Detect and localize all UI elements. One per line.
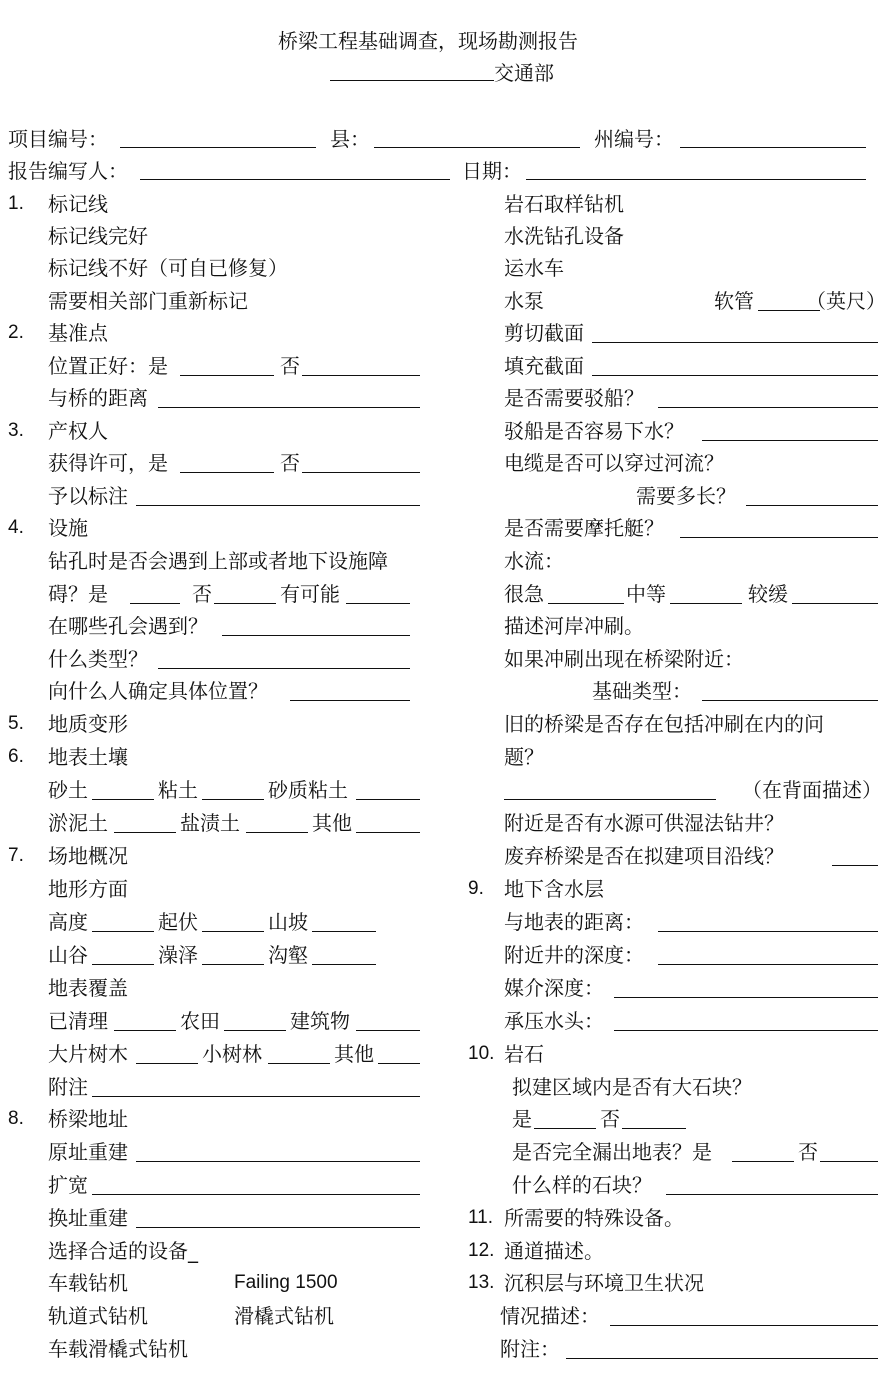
undulation-label: 起伏 (158, 910, 198, 934)
barge-need-field[interactable] (658, 407, 878, 408)
grove-label: 小树林 (202, 1042, 262, 1066)
flow-label: 水流： (504, 549, 564, 573)
abandoned-bridge-field[interactable] (832, 865, 878, 866)
back-describe-label: （在背面描述） (742, 778, 882, 802)
section-7-title: 场地概况 (48, 844, 128, 868)
well-depth-field[interactable] (658, 964, 878, 965)
author-label: 报告编写人： (8, 159, 128, 183)
state-no-field[interactable] (680, 147, 866, 148)
relocate-label: 换址重建 (48, 1206, 128, 1230)
section-8-number: 8. (8, 1108, 24, 1129)
buildings-label: 建筑物 (290, 1009, 350, 1033)
benchmark-no-label: 否 (280, 354, 300, 378)
water-source-label: 附近是否有水源可供湿法钻井？ (504, 811, 784, 835)
facilities-maybe-field[interactable] (346, 603, 410, 604)
motorboat-field[interactable] (680, 537, 878, 538)
silt-field[interactable] (114, 832, 176, 833)
cable-length-field[interactable] (746, 505, 878, 506)
department-blank[interactable] (330, 80, 494, 81)
benchmark-position-label: 位置正好：是 (48, 354, 168, 378)
section-4-number: 4. (8, 517, 24, 538)
hose-unit-label: （英尺） (806, 289, 886, 313)
boulders-label: 拟建区域内是否有大石块？ (512, 1075, 752, 1099)
section-1-number: 1. (8, 193, 24, 214)
silt-label: 淤泥土 (48, 811, 108, 835)
benchmark-no-field[interactable] (302, 375, 420, 376)
county-field[interactable] (374, 147, 580, 148)
section-12-number: 12. (468, 1240, 495, 1261)
slope-field[interactable] (312, 931, 376, 932)
date-label: 日期： (462, 159, 522, 183)
boulders-no-label: 否 (600, 1107, 620, 1131)
flow-slow-label: 较缓 (748, 582, 788, 606)
old-bridge-label: 旧的桥梁是否存在包括冲刷在内的问 (504, 712, 824, 736)
abandoned-bridge-label: 废弃桥梁是否在拟建项目沿线？ (504, 844, 784, 868)
saline-label: 盐渍土 (180, 811, 240, 835)
section-3-number: 3. (8, 420, 24, 441)
water-truck-label: 运水车 (504, 256, 564, 280)
sandy-clay-label: 砂质粘土 (268, 778, 348, 802)
swamp-label: 澡泽 (158, 943, 198, 967)
marking-remark: 需要相关部门重新标记 (48, 289, 248, 313)
permission-no-label: 否 (280, 451, 300, 475)
section-8-title: 桥梁地址 (48, 1107, 128, 1131)
undulation-field[interactable] (202, 931, 264, 932)
fill-section-label: 填充截面 (504, 354, 584, 378)
section-6-title: 地表土壤 (48, 745, 128, 769)
farmland-label: 农田 (180, 1009, 220, 1033)
motorboat-label: 是否需要摩托艇？ (504, 516, 664, 540)
section-7-number: 7. (8, 845, 24, 866)
cable-label: 电缆是否可以穿过河流？ (504, 451, 724, 475)
rebuild-field[interactable] (136, 1161, 420, 1162)
facilities-question: 钻孔时是否会遇到上部或者地下设施障 (48, 549, 388, 573)
boulders-no-field[interactable] (622, 1128, 686, 1129)
medium-depth-label: 媒介深度： (504, 976, 604, 1000)
section-4-title: 设施 (48, 516, 88, 540)
date-field[interactable] (526, 179, 866, 180)
form-title: 桥梁工程基础调查，现场勘测报告 (278, 29, 578, 53)
flow-slow-field[interactable] (792, 603, 878, 604)
well-depth-label: 附近井的深度： (504, 943, 644, 967)
exposed-no-field[interactable] (820, 1161, 878, 1162)
surface-cover-label: 地表覆盖 (48, 976, 128, 1000)
hose-label: 软管 (714, 289, 754, 313)
boulders-yes-label: 是 (512, 1107, 532, 1131)
sediment-note-field[interactable] (566, 1358, 878, 1359)
scour-near-label: 如果冲刷出现在桥梁附近： (504, 647, 744, 671)
equipment-label: 选择合适的设备_ (48, 1239, 198, 1263)
relocate-field[interactable] (136, 1227, 420, 1228)
foundation-type-label: 基础类型： (592, 679, 692, 703)
section-11-number: 11. (468, 1207, 494, 1228)
old-bridge-label-cont: 题？ (504, 745, 544, 769)
boulders-yes-field[interactable] (534, 1128, 596, 1129)
project-no-field[interactable] (120, 147, 316, 148)
gully-field[interactable] (312, 964, 376, 965)
county-label: 县： (330, 127, 370, 151)
scour-label: 描述河岸冲刷。 (504, 614, 644, 638)
section-2-title: 基准点 (48, 321, 108, 345)
gully-label: 沟壑 (268, 943, 308, 967)
soil-other-field[interactable] (356, 832, 420, 833)
section-11-title: 所需要的特殊设备。 (504, 1206, 684, 1230)
sand-label: 砂土 (48, 778, 88, 802)
locate-contact-label: 向什么人确定具体位置？ (48, 679, 268, 703)
sediment-desc-label: 情况描述： (500, 1304, 600, 1328)
clay-field[interactable] (202, 799, 264, 800)
facility-type-label: 什么类型？ (48, 647, 148, 671)
grove-field[interactable] (268, 1063, 330, 1064)
facilities-yes-label: 碍？是 (48, 582, 108, 606)
woods-label: 大片树木 (48, 1042, 128, 1066)
aquifer-distance-label: 与地表的距离： (504, 910, 644, 934)
cleared-label: 已清理 (48, 1009, 108, 1033)
barge-launch-label: 驳船是否容易下水？ (504, 419, 684, 443)
failing-rig-label: Failing 1500 (234, 1272, 338, 1293)
sand-field[interactable] (92, 799, 154, 800)
bridge-distance-field[interactable] (158, 407, 420, 408)
foundation-type-field[interactable] (702, 700, 878, 701)
section-10-title: 岩石 (504, 1042, 544, 1066)
woods-field[interactable] (136, 1063, 198, 1064)
marking-bad: 标记线不好（可自已修复） (48, 256, 288, 280)
cut-section-label: 剪切截面 (504, 321, 584, 345)
section-5-number: 5. (8, 713, 24, 734)
rock-kind-label: 什么样的石块？ (512, 1173, 652, 1197)
truck-rig-label: 车载钻机 (48, 1271, 128, 1295)
saline-field[interactable] (246, 832, 308, 833)
section-12-title: 通道描述。 (504, 1239, 604, 1263)
track-rig-label: 轨道式钻机 (48, 1304, 148, 1328)
flow-fast-field[interactable] (548, 603, 624, 604)
artesian-head-field[interactable] (614, 1030, 878, 1031)
cover-other-label: 其他 (334, 1042, 374, 1066)
section-9-title: 地下含水层 (504, 877, 604, 901)
sediment-note-label: 附注： (500, 1337, 560, 1361)
facilities-no-label: 否 (192, 582, 212, 606)
department-suffix: 交通部 (494, 61, 554, 85)
facility-type-field[interactable] (158, 668, 410, 669)
permission-yes-field[interactable] (180, 472, 274, 473)
rock-coring-label: 岩石取样钻机 (504, 192, 624, 216)
cover-other-field[interactable] (378, 1063, 420, 1064)
medium-depth-field[interactable] (614, 997, 878, 998)
slope-label: 山坡 (268, 910, 308, 934)
wash-boring-label: 水洗钻孔设备 (504, 224, 624, 248)
annotate-label: 予以标注 (48, 484, 128, 508)
sandy-clay-field[interactable] (356, 799, 420, 800)
buildings-field[interactable] (356, 1030, 420, 1031)
which-holes-label: 在哪些孔会遇到？ (48, 614, 208, 638)
flow-medium-field[interactable] (670, 603, 742, 604)
section-13-number: 13. (468, 1272, 495, 1293)
swamp-field[interactable] (202, 964, 264, 965)
widen-field[interactable] (92, 1194, 420, 1195)
flow-medium-label: 中等 (626, 582, 666, 606)
soil-other-label: 其他 (312, 811, 352, 835)
flow-fast-label: 很急 (504, 582, 544, 606)
section-3-title: 产权人 (48, 419, 108, 443)
rebuild-label: 原址重建 (48, 1140, 128, 1164)
barge-launch-field[interactable] (702, 440, 878, 441)
pump-label: 水泵 (504, 289, 544, 313)
permission-no-field[interactable] (302, 472, 420, 473)
state-no-label: 州编号： (594, 127, 674, 151)
exposed-no-label: 否 (798, 1140, 818, 1164)
facilities-maybe-label: 有可能 (280, 582, 340, 606)
site-note-label: 附注 (48, 1075, 88, 1099)
artesian-head-label: 承压水头： (504, 1009, 604, 1033)
rock-kind-field[interactable] (666, 1194, 878, 1195)
clay-label: 粘土 (158, 778, 198, 802)
height-field[interactable] (92, 931, 154, 932)
marking-good: 标记线完好 (48, 224, 148, 248)
section-13-title: 沉积层与环境卫生状况 (504, 1271, 704, 1295)
sediment-desc-field[interactable] (610, 1325, 878, 1326)
valley-field[interactable] (92, 964, 154, 965)
farmland-field[interactable] (224, 1030, 286, 1031)
annotate-field[interactable] (136, 505, 420, 506)
terrain-label: 地形方面 (48, 877, 128, 901)
aquifer-distance-field[interactable] (658, 931, 878, 932)
fill-section-field[interactable] (592, 375, 878, 376)
exposed-label: 是否完全漏出地表？是 (512, 1140, 712, 1164)
exposed-yes-field[interactable] (732, 1161, 794, 1162)
section-9-number: 9. (468, 878, 484, 899)
facilities-yes-field[interactable] (130, 603, 180, 604)
cable-length-label: 需要多长？ (636, 484, 736, 508)
section-10-number: 10. (468, 1043, 495, 1064)
section-5-title: 地质变形 (48, 712, 128, 736)
locate-contact-field[interactable] (290, 700, 410, 701)
project-no-label: 项目编号： (8, 127, 108, 151)
site-note-field[interactable] (92, 1096, 420, 1097)
valley-label: 山谷 (48, 943, 88, 967)
section-1-title: 标记线 (48, 192, 108, 216)
widen-label: 扩宽 (48, 1173, 88, 1197)
section-2-number: 2. (8, 322, 24, 343)
permission-label: 获得许可，是 (48, 451, 168, 475)
which-holes-field[interactable] (222, 635, 410, 636)
skid-rig-label: 滑橇式钻机 (234, 1304, 334, 1328)
benchmark-yes-field[interactable] (180, 375, 274, 376)
cleared-field[interactable] (114, 1030, 176, 1031)
barge-need-label: 是否需要驳船？ (504, 386, 644, 410)
section-6-number: 6. (8, 746, 24, 767)
truck-skid-rig-label: 车载滑橇式钻机 (48, 1337, 188, 1361)
bridge-distance-label: 与桥的距离 (48, 386, 148, 410)
facilities-no-field[interactable] (214, 603, 276, 604)
author-field[interactable] (140, 179, 450, 180)
height-label: 高度 (48, 910, 88, 934)
old-bridge-field[interactable] (504, 799, 716, 800)
cut-section-field[interactable] (592, 342, 878, 343)
